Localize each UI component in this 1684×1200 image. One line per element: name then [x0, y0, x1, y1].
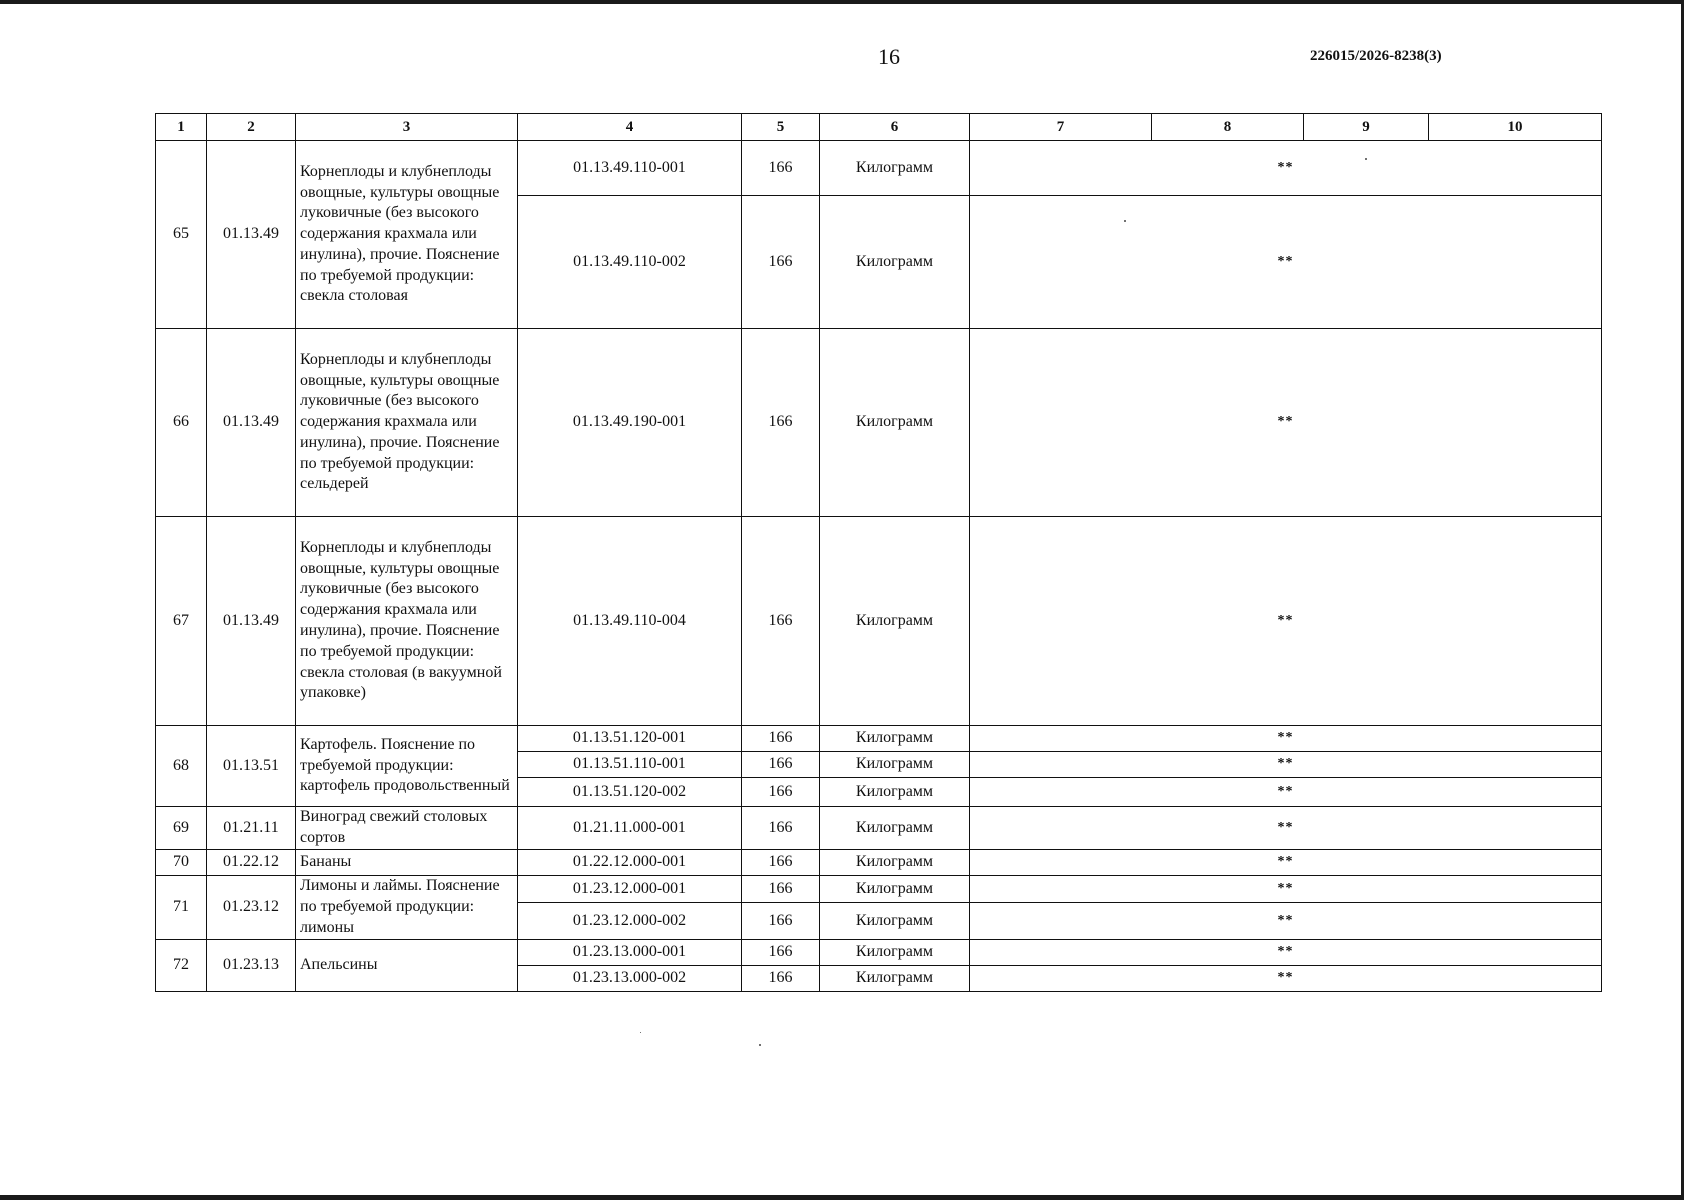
ktru-code: 01.13.49.110-004: [518, 517, 742, 726]
scan-speck: [1124, 220, 1126, 222]
scan-border-bottom: [0, 1195, 1684, 1200]
table-row: [156, 807, 1602, 850]
row-number: 65: [156, 141, 207, 329]
ktru-code: 01.13.49.110-001: [518, 141, 742, 196]
ktru-code: 01.13.51.120-001: [518, 726, 742, 752]
col-header-3: 3: [296, 114, 518, 141]
scan-speck: [759, 1044, 761, 1046]
merged-values-cell: **: [970, 196, 1602, 329]
merged-values-cell: **: [970, 141, 1602, 196]
okpd-code: 01.13.49: [207, 141, 296, 329]
col-header-4: 4: [518, 114, 742, 141]
merged-values-cell: **: [970, 726, 1602, 752]
okei-code: 166: [742, 876, 820, 903]
row-number: 72: [156, 940, 207, 992]
ktru-code: 01.13.51.120-002: [518, 778, 742, 807]
col-header-1: 1: [156, 114, 207, 141]
page-number: 16: [878, 44, 900, 69]
row-number: 71: [156, 876, 207, 940]
table-row: [156, 876, 1602, 903]
unit-name: Килограмм: [820, 329, 970, 517]
ktru-code: 01.23.12.000-002: [518, 903, 742, 940]
okei-code: 166: [742, 726, 820, 752]
document-number: 226015/2026-8238(3): [1310, 48, 1442, 64]
merged-values-cell: **: [970, 850, 1602, 876]
col-header-8: 8: [1152, 114, 1304, 141]
col-header-7: 7: [970, 114, 1152, 141]
ktru-code: 01.22.12.000-001: [518, 850, 742, 876]
okpd-code: 01.23.12: [207, 876, 296, 940]
okpd-code: 01.21.11: [207, 807, 296, 850]
okei-code: 166: [742, 141, 820, 196]
procurement-table: [155, 113, 1602, 992]
okei-code: 166: [742, 517, 820, 726]
col-header-9: 9: [1304, 114, 1429, 141]
ktru-code: 01.13.49.190-001: [518, 329, 742, 517]
scan-speck: [1365, 158, 1367, 160]
product-name: Картофель. Пояснение по требуемой продукции: картофель продовольственный: [296, 726, 518, 807]
scan-border-top: [0, 0, 1684, 4]
col-header-2: 2: [207, 114, 296, 141]
unit-name: Килограмм: [820, 876, 970, 903]
unit-name: Килограмм: [820, 903, 970, 940]
merged-values-cell: **: [970, 940, 1602, 966]
okei-code: 166: [742, 850, 820, 876]
header-row: [156, 114, 1602, 141]
row-number: 67: [156, 517, 207, 726]
okpd-code: 01.13.51: [207, 726, 296, 807]
table-row: [156, 940, 1602, 966]
okei-code: 166: [742, 196, 820, 329]
row-number: 68: [156, 726, 207, 807]
col-header-10: 10: [1429, 114, 1602, 141]
okei-code: 166: [742, 752, 820, 778]
okei-code: 166: [742, 966, 820, 992]
col-header-6: 6: [820, 114, 970, 141]
table-row: [156, 850, 1602, 876]
row-number: 70: [156, 850, 207, 876]
unit-name: Килограмм: [820, 807, 970, 850]
product-name: Корнеплоды и клубнеплоды овощные, культуры овощные луковичные (без высокого содержания крахмала или инулина), прочие. Пояснение по требуемой продукции: свекла столовая (в вакуумной упаковке): [296, 517, 518, 726]
ktru-code: 01.13.49.110-002: [518, 196, 742, 329]
unit-name: Килограмм: [820, 940, 970, 966]
ktru-code: 01.13.51.110-001: [518, 752, 742, 778]
okpd-code: 01.22.12: [207, 850, 296, 876]
merged-values-cell: **: [970, 807, 1602, 850]
unit-name: Килограмм: [820, 850, 970, 876]
scan-speck: [640, 1032, 641, 1033]
merged-values-cell: **: [970, 329, 1602, 517]
table-row: [156, 517, 1602, 726]
table-row: [156, 329, 1602, 517]
col-header-5: 5: [742, 114, 820, 141]
unit-name: Килограмм: [820, 778, 970, 807]
unit-name: Килограмм: [820, 726, 970, 752]
okpd-code: 01.13.49: [207, 517, 296, 726]
merged-values-cell: **: [970, 966, 1602, 992]
product-name: Виноград свежий столовых сортов: [296, 807, 518, 850]
row-number: 69: [156, 807, 207, 850]
product-name: Корнеплоды и клубнеплоды овощные, культуры овощные луковичные (без высокого содержания крахмала или инулина), прочие. Пояснение по требуемой продукции: сельдерей: [296, 329, 518, 517]
okpd-code: 01.23.13: [207, 940, 296, 992]
product-name: Лимоны и лаймы. Пояснение по требуемой продукции: лимоны: [296, 876, 518, 940]
okei-code: 166: [742, 940, 820, 966]
product-name: Корнеплоды и клубнеплоды овощные, культуры овощные луковичные (без высокого содержания крахмала или инулина), прочие. Пояснение по требуемой продукции: свекла столовая: [296, 141, 518, 329]
merged-values-cell: **: [970, 752, 1602, 778]
unit-name: Килограмм: [820, 966, 970, 992]
unit-name: Килограмм: [820, 141, 970, 196]
product-name: Бананы: [296, 850, 518, 876]
merged-values-cell: **: [970, 778, 1602, 807]
merged-values-cell: **: [970, 876, 1602, 903]
okei-code: 166: [742, 903, 820, 940]
ktru-code: 01.23.13.000-001: [518, 940, 742, 966]
okei-code: 166: [742, 807, 820, 850]
unit-name: Килограмм: [820, 196, 970, 329]
unit-name: Килограмм: [820, 517, 970, 726]
ktru-code: 01.23.13.000-002: [518, 966, 742, 992]
okei-code: 166: [742, 329, 820, 517]
merged-values-cell: **: [970, 903, 1602, 940]
merged-values-cell: **: [970, 517, 1602, 726]
okpd-code: 01.13.49: [207, 329, 296, 517]
ktru-code: 01.23.12.000-001: [518, 876, 742, 903]
table-row: [156, 726, 1602, 752]
table-row: [156, 141, 1602, 196]
row-number: 66: [156, 329, 207, 517]
okei-code: 166: [742, 778, 820, 807]
unit-name: Килограмм: [820, 752, 970, 778]
product-name: Апельсины: [296, 940, 518, 992]
ktru-code: 01.21.11.000-001: [518, 807, 742, 850]
